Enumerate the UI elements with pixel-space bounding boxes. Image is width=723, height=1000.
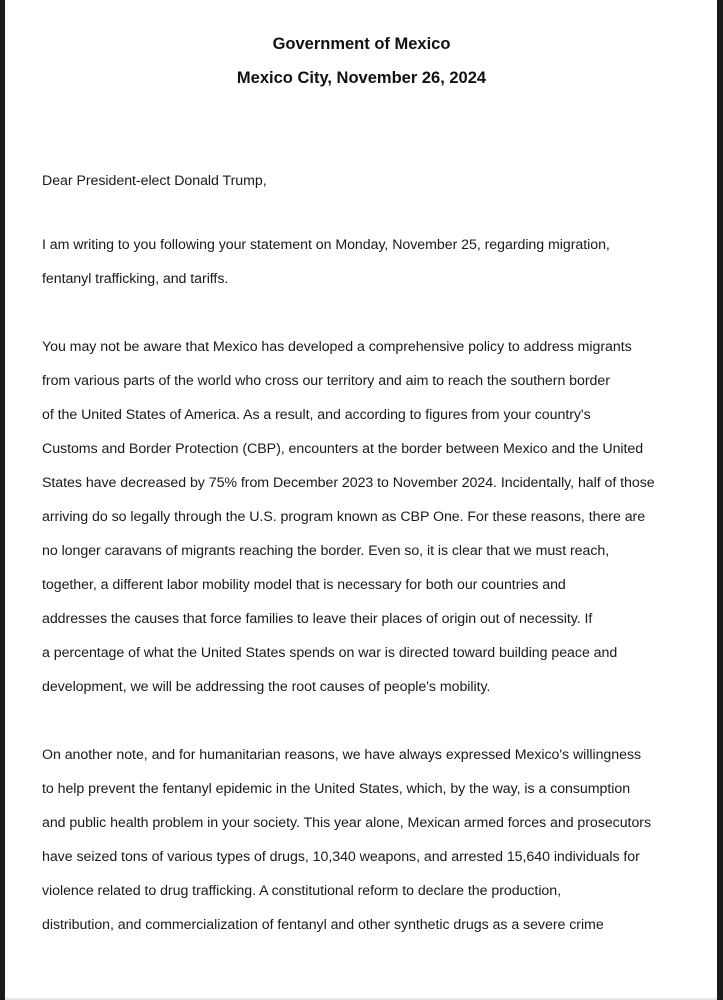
paragraph-3-line: violence related to drug trafficking. A constitutional reform to declare the production, — [42, 883, 561, 899]
paragraph-3-line: distribution, and commercialization of fentanyl and other synthetic drugs as a severe crime — [42, 917, 604, 933]
paragraph-3-line: to help prevent the fentanyl epidemic in the United States, which, by the way, is a consumption — [42, 781, 631, 797]
paragraph-3-line: and public health problem in your society. This year alone, Mexican armed forces and prosecutors — [42, 815, 651, 831]
salutation: Dear President-elect Donald Trump, — [42, 173, 267, 189]
paragraph-3-line: On another note, and for humanitarian reasons, we have always expressed Mexico's willingness — [42, 747, 642, 763]
viewer-right-edge — [717, 0, 723, 1000]
paragraph-2-line: You may not be aware that Mexico has developed a comprehensive policy to address migrants — [42, 339, 632, 355]
paragraph-2-line: from various parts of the world who cross our territory and aim to reach the southern border — [42, 373, 610, 389]
paragraph-2-line: no longer caravans of migrants reaching the border. Even so, it is clear that we must reach, — [42, 543, 610, 559]
paragraph-2-line: Customs and Border Protection (CBP), encounters at the border between Mexico and the United — [42, 441, 644, 457]
paragraph-2-line: together, a different labor mobility model that is necessary for both our countries and — [42, 577, 566, 593]
paragraph-2-line: arriving do so legally through the U.S. program known as CBP One. For these reasons, there are — [42, 509, 646, 525]
paragraph-1-line: I am writing to you following your statement on Monday, November 25, regarding migration, — [42, 237, 610, 253]
paragraph-2-line: addresses the causes that force families to leave their places of origin out of necessity. If — [42, 611, 593, 627]
paragraph-1-line: fentanyl trafficking, and tariffs. — [42, 271, 229, 287]
paragraph-3-line: have seized tons of various types of drugs, 10,340 weapons, and arrested 15,640 individuals for — [42, 849, 640, 865]
paragraph-2-line: States have decreased by 75% from December 2023 to November 2024. Incidentally, half of those — [42, 475, 655, 491]
paragraph-2-line: development, we will be addressing the root causes of people's mobility. — [42, 679, 491, 695]
paragraph-2-line: a percentage of what the United States spends on war is directed toward building peace and — [42, 645, 618, 661]
letter-title: Government of Mexico — [272, 35, 451, 53]
letter-place-date: Mexico City, November 26, 2024 — [236, 69, 487, 87]
paragraph-2-line: of the United States of America. As a result, and according to figures from your country's — [42, 407, 591, 423]
